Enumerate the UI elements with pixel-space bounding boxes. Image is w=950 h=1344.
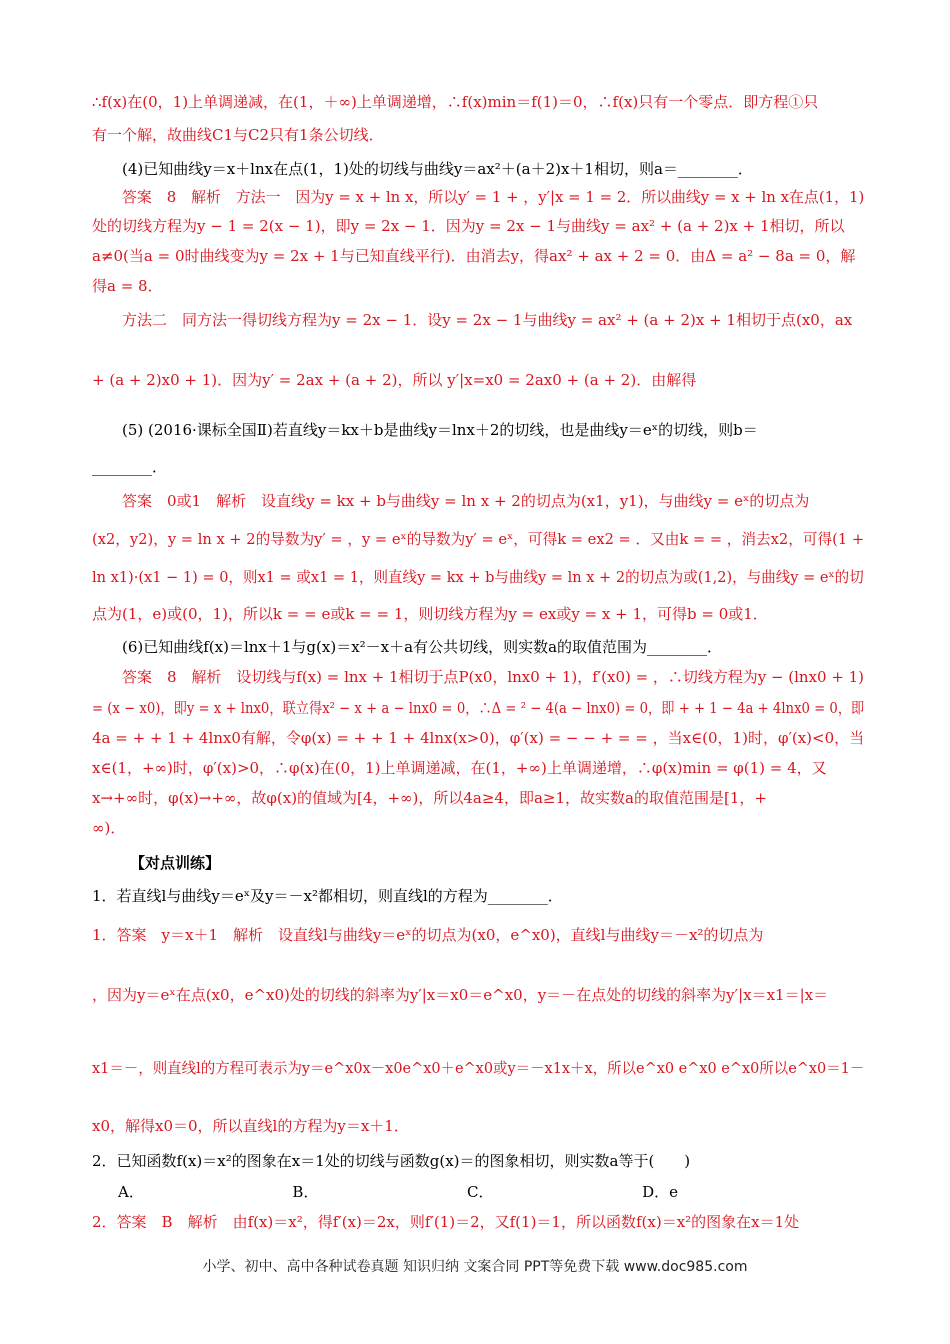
answer-line: 2．答案 B 解析 由f(x)＝x²，得f′(x)＝2x，则f′(1)＝2，又f(1)＝1，所以函数f(x)＝x²的图象在x＝1处 (92, 1213, 800, 1231)
text-line: 方法二 同方法一得切线方程为y = 2x − 1．设y = 2x − 1与曲线y = ax² + (a + 2)x + 1相切于点(x0，ax (122, 311, 853, 329)
option-a: A． (118, 1183, 144, 1201)
answer-line: 答案 8 解析 设切线与f(x) = lnx + 1相切于点P(x0，lnx0 + 1)，f′(x0) = ，∴切线方程为y − (lnx0 + 1) (122, 668, 865, 686)
text-line: ∞)． (92, 819, 126, 837)
text-line: 处的切线方程为y − 1 = 2(x − 1)，即y = 2x − 1．因为y = 2x − 1与曲线y = ax² + (a + 2)x + 1相切，所以 (92, 217, 845, 235)
page-footer: 小学、初中、高中各种试卷真题 知识归纳 文案合同 PPT等免费下载 www.doc985.com (202, 1259, 748, 1275)
section-title: 【对点训练】 (130, 854, 221, 872)
text-line: 点为(1，e)或(0，1)，所以k = = e或k = = 1，则切线方程为y = ex或y = x + 1，可得b = 0或1． (92, 605, 768, 623)
text-line: x0，解得x0＝0，所以直线l的方程为y＝x＋1． (92, 1117, 409, 1135)
text-line: 得a = 8． (92, 277, 163, 295)
text-line: ∴f(x)在(0，1)上单调递减，在(1，＋∞)上单调递增，∴f(x)min＝f(1)＝0，∴f(x)只有一个零点．即方程①只 (92, 93, 819, 111)
question-1: 1．若直线l与曲线y＝eˣ及y＝－x²都相切，则直线l的方程为________． (92, 887, 563, 905)
text-line: ln x1)·(x1 − 1) = 0，则x1 = 或x1 = 1，则直线y = kx + b与曲线y = ln x + 2的切点为或(1,2)，与曲线y = eˣ的切 (92, 568, 864, 586)
text-line: a≠0(当a = 0时曲线变为y = 2x + 1与已知直线平行)．由消去y，得ax² + ax + 2 = 0．由Δ = a² − 8a = 0，解 (92, 247, 856, 265)
text-line: x1＝－，则直线l的方程可表示为y＝e^x0x－x0e^x0＋e^x0或y＝－x1x＋x，所以e^x0 e^x0 e^x0所以e^x0＝1－ (92, 1059, 865, 1077)
option-c: C． (467, 1183, 494, 1201)
text-line: x∈(1，+∞)时，φ′(x)>0，∴φ(x)在(0，1)上单调递减，在(1，+∞)上单调递增，∴φ(x)min = φ(1) = 4，又 (92, 759, 827, 777)
answer-line: 答案 0或1 解析 设直线y = kx + b与曲线y = ln x + 2的切点为(x1，y1)，与曲线y = eˣ的切点为 (122, 492, 810, 510)
text-line: 4a = + + 1 + 4lnx0有解，令φ(x) = + + 1 + 4lnx(x>0)，φ′(x) = − − + = = ，当x∈(0，1)时，φ′(x)<0，当 (92, 729, 865, 747)
option-d: D．e (642, 1183, 678, 1201)
question-6: (6)已知曲线f(x)＝lnx＋1与g(x)＝x²－x＋a有公共切线，则实数a的取值范围为________． (122, 638, 723, 656)
text-line: + (a + 2)x0 + 1)．因为y′ = 2ax + (a + 2)，所以 y′|x=x0 = 2ax0 + (a + 2)．由解得 (92, 371, 697, 389)
answer-line: 1．答案 y＝x＋1 解析 设直线l与曲线y＝eˣ的切点为(x0，e^x0)，直线l与曲线y＝－x²的切点为 (92, 926, 764, 944)
question-2: 2．已知函数f(x)＝x²的图象在x＝1处的切线与函数g(x)＝的图象相切，则实数a等于( ) (92, 1152, 691, 1170)
options-row (118, 1181, 678, 1202)
question-4: (4)已知曲线y＝x＋lnx在点(1，1)处的切线与曲线y＝ax²＋(a＋2)x＋1相切，则a＝________． (122, 160, 753, 178)
text-line: ________． (92, 458, 168, 476)
answer-line: 答案 8 解析 方法一 因为y = x + ln x，所以y′ = 1 + ，y′|x = 1 = 2．所以曲线y = x + ln x在点(1，1) (122, 188, 865, 206)
text-line: 有一个解，故曲线C1与C2只有1条公切线． (92, 126, 384, 144)
text-line: ，因为y＝eˣ在点(x0，e^x0)处的切线的斜率为y′|x＝x0＝e^x0，y＝－在点处的切线的斜率为y′|x＝x1＝|x＝ (92, 986, 829, 1004)
option-b: B． (292, 1183, 319, 1201)
text-line: = (x − x0)，即y = x + lnx0，联立得x² − x + a − lnx0 = 0，∴Δ = ² − 4(a − lnx0) = 0，即 + + 1 − 4a + 4lnx0 = 0，即 (92, 699, 865, 717)
text-line: x→+∞时，φ(x)→+∞，故φ(x)的值域为[4，+∞)，所以4a≥4，即a≥1，故实数a的取值范围是[1，+ (92, 789, 767, 807)
question-5: (5) (2016·课标全国Ⅱ)若直线y＝kx＋b是曲线y＝lnx＋2的切线，也是曲线y＝eˣ的切线，则b＝ (122, 421, 758, 439)
text-line: (x2，y2)，y = ln x + 2的导数为y′ = ，y = eˣ的导数为y′ = eˣ，可得k = ex2 = ．又由k = = ，消去x2，可得(1 + (92, 530, 865, 548)
